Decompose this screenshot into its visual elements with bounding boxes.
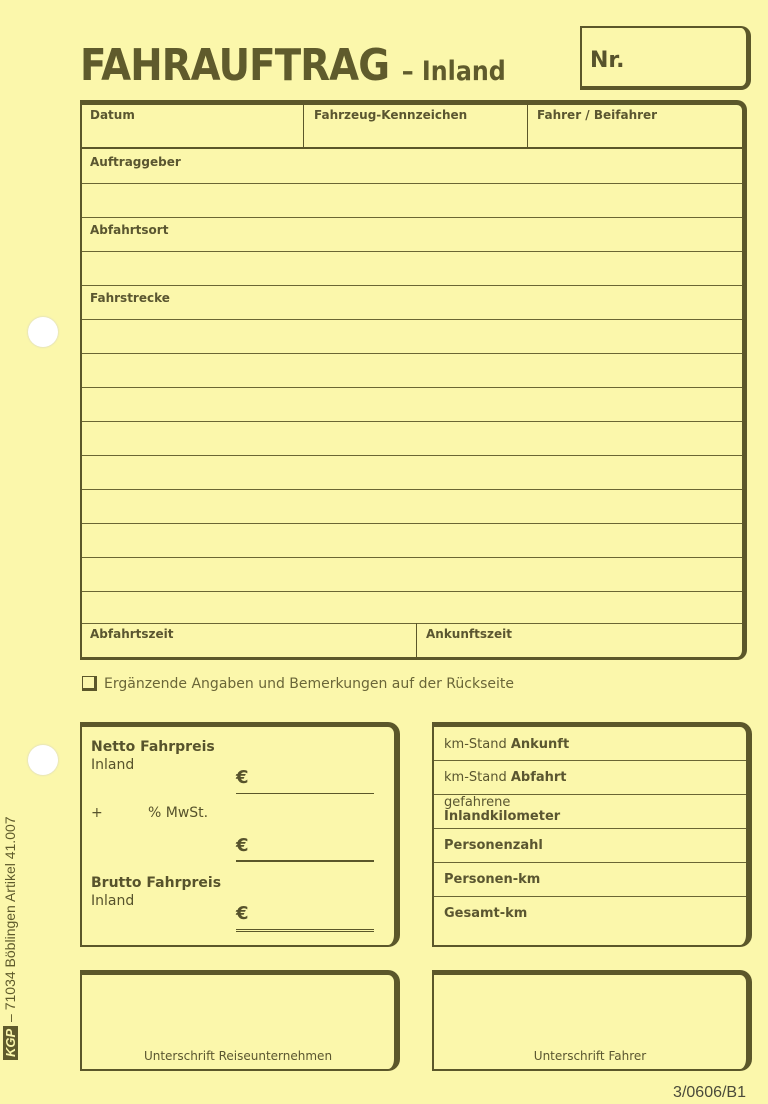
ankunftszeit-label: Ankunftszeit: [426, 627, 512, 641]
personen-km-row[interactable]: Personen-km: [444, 872, 541, 887]
form-title: FAHRAUFTRAG – Inland: [80, 40, 506, 91]
signature-company-label: Unterschrift Reiseunternehmen: [143, 1049, 333, 1063]
number-label: Nr.: [590, 48, 625, 73]
euro-icon: €: [236, 903, 249, 924]
brutto-input[interactable]: [236, 929, 374, 932]
price-box: [80, 722, 400, 947]
checkbox-label: Ergänzende Angaben und Bemerkungen auf der Rückseite: [104, 676, 514, 692]
personenzahl-row[interactable]: Personenzahl: [444, 838, 543, 853]
brutto-label: Brutto Fahrpreis: [91, 875, 222, 891]
mwst-input[interactable]: [236, 860, 374, 862]
kennzeichen-label: Fahrzeug-Kennzeichen: [314, 108, 468, 122]
signature-company-field[interactable]: [80, 970, 400, 1071]
abfahrtsort-label: Abfahrtsort: [90, 223, 169, 237]
mwst-label: % MwSt.: [148, 805, 209, 821]
euro-icon: €: [236, 835, 249, 856]
km-box: [432, 722, 752, 947]
signature-driver-field[interactable]: [432, 970, 752, 1071]
fahrer-label: Fahrer / Beifahrer: [537, 108, 658, 122]
punch-hole: [28, 317, 58, 347]
main-form: [80, 100, 747, 660]
publisher-logo: KGP: [3, 1026, 18, 1060]
rueckseite-checkbox[interactable]: [82, 676, 97, 691]
datum-label: Datum: [90, 108, 135, 122]
fahrstrecke-label: Fahrstrecke: [90, 291, 170, 305]
plus-sign: +: [91, 805, 103, 821]
auftraggeber-label: Auftraggeber: [90, 155, 181, 169]
gesamt-km-row[interactable]: Gesamt-km: [444, 906, 528, 921]
euro-icon: €: [236, 767, 249, 788]
number-field[interactable]: [580, 26, 751, 90]
abfahrtszeit-label: Abfahrtszeit: [90, 627, 174, 641]
brutto-sub: Inland: [91, 893, 135, 909]
netto-input[interactable]: [236, 793, 374, 794]
netto-sub: Inland: [91, 757, 135, 773]
signature-driver-label: Unterschrift Fahrer: [533, 1049, 647, 1063]
publisher-imprint: KGP – 71034 Böblingen Artikel 41.007: [2, 816, 18, 1060]
form-code: 3/0606/B1: [673, 1084, 746, 1101]
km-ankunft-row[interactable]: km-Stand Ankunft: [444, 737, 570, 752]
netto-label: Netto Fahrpreis: [91, 739, 215, 755]
inlandkilometer-row[interactable]: gefahrene Inlandkilometer: [444, 795, 561, 824]
punch-hole: [28, 745, 58, 775]
km-abfahrt-row[interactable]: km-Stand Abfahrt: [444, 770, 567, 785]
